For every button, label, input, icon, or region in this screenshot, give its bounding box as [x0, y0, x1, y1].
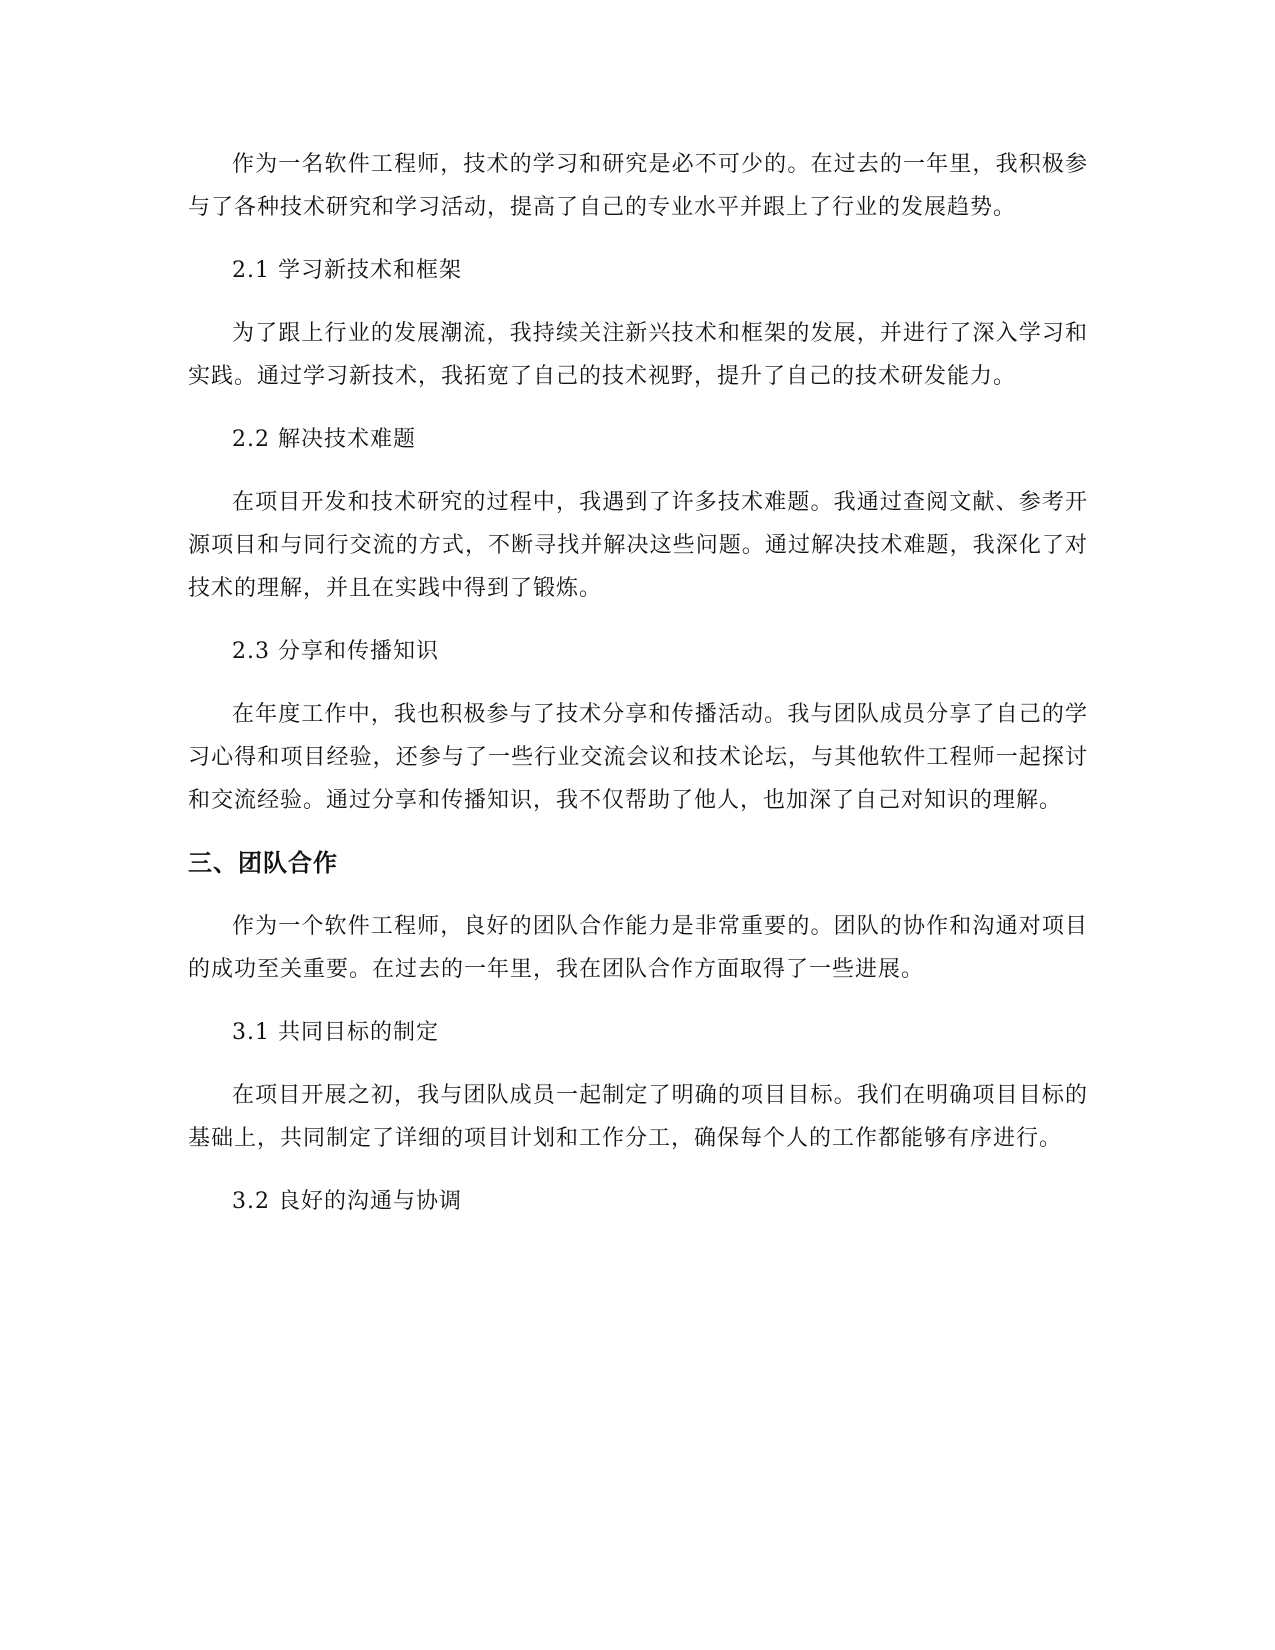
- subheading-3-2: 3.2 良好的沟通与协调: [232, 1189, 462, 1214]
- subheading-2-2: 2.2 解决技术难题: [232, 427, 416, 452]
- paragraph-2-2: 在项目开发和技术研究的过程中，我遇到了许多技术难题。我通过查阅文献、参考开源项目和与同行交流的方式，不断寻找并解决这些问题。通过解决技术难题，我深化了对技术的理解，并且在实践中得到了锻炼。: [188, 490, 1088, 601]
- section-heading-3: 三、团队合作: [188, 849, 338, 877]
- subheading-2-3: 2.3 分享和传播知识: [232, 639, 439, 664]
- paragraph-2-3: 在年度工作中，我也积极参与了技术分享和传播活动。我与团队成员分享了自己的学习心得和项目经验，还参与了一些行业交流会议和技术论坛，与其他软件工程师一起探讨和交流经验。通过分享和传播知识，我不仅帮助了他人，也加深了自己对知识的理解。: [188, 702, 1088, 813]
- paragraph-3-1: 在项目开展之初，我与团队成员一起制定了明确的项目目标。我们在明确项目目标的基础上，共同制定了详细的项目计划和工作分工，确保每个人的工作都能够有序进行。: [188, 1083, 1088, 1151]
- subheading-3-1: 3.1 共同目标的制定: [232, 1020, 439, 1045]
- paragraph-3-intro: 作为一个软件工程师，良好的团队合作能力是非常重要的。团队的协作和沟通对项目的成功至关重要。在过去的一年里，我在团队合作方面取得了一些进展。: [188, 914, 1088, 982]
- paragraph-2-1: 为了跟上行业的发展潮流，我持续关注新兴技术和框架的发展，并进行了深入学习和实践。通过学习新技术，我拓宽了自己的技术视野，提升了自己的技术研发能力。: [188, 321, 1088, 389]
- document-body: [188, 143, 1088, 1243]
- intro-paragraph: 作为一名软件工程师，技术的学习和研究是必不可少的。在过去的一年里，我积极参与了各种技术研究和学习活动，提高了自己的专业水平并跟上了行业的发展趋势。: [188, 152, 1088, 220]
- subheading-2-1: 2.1 学习新技术和框架: [232, 258, 462, 283]
